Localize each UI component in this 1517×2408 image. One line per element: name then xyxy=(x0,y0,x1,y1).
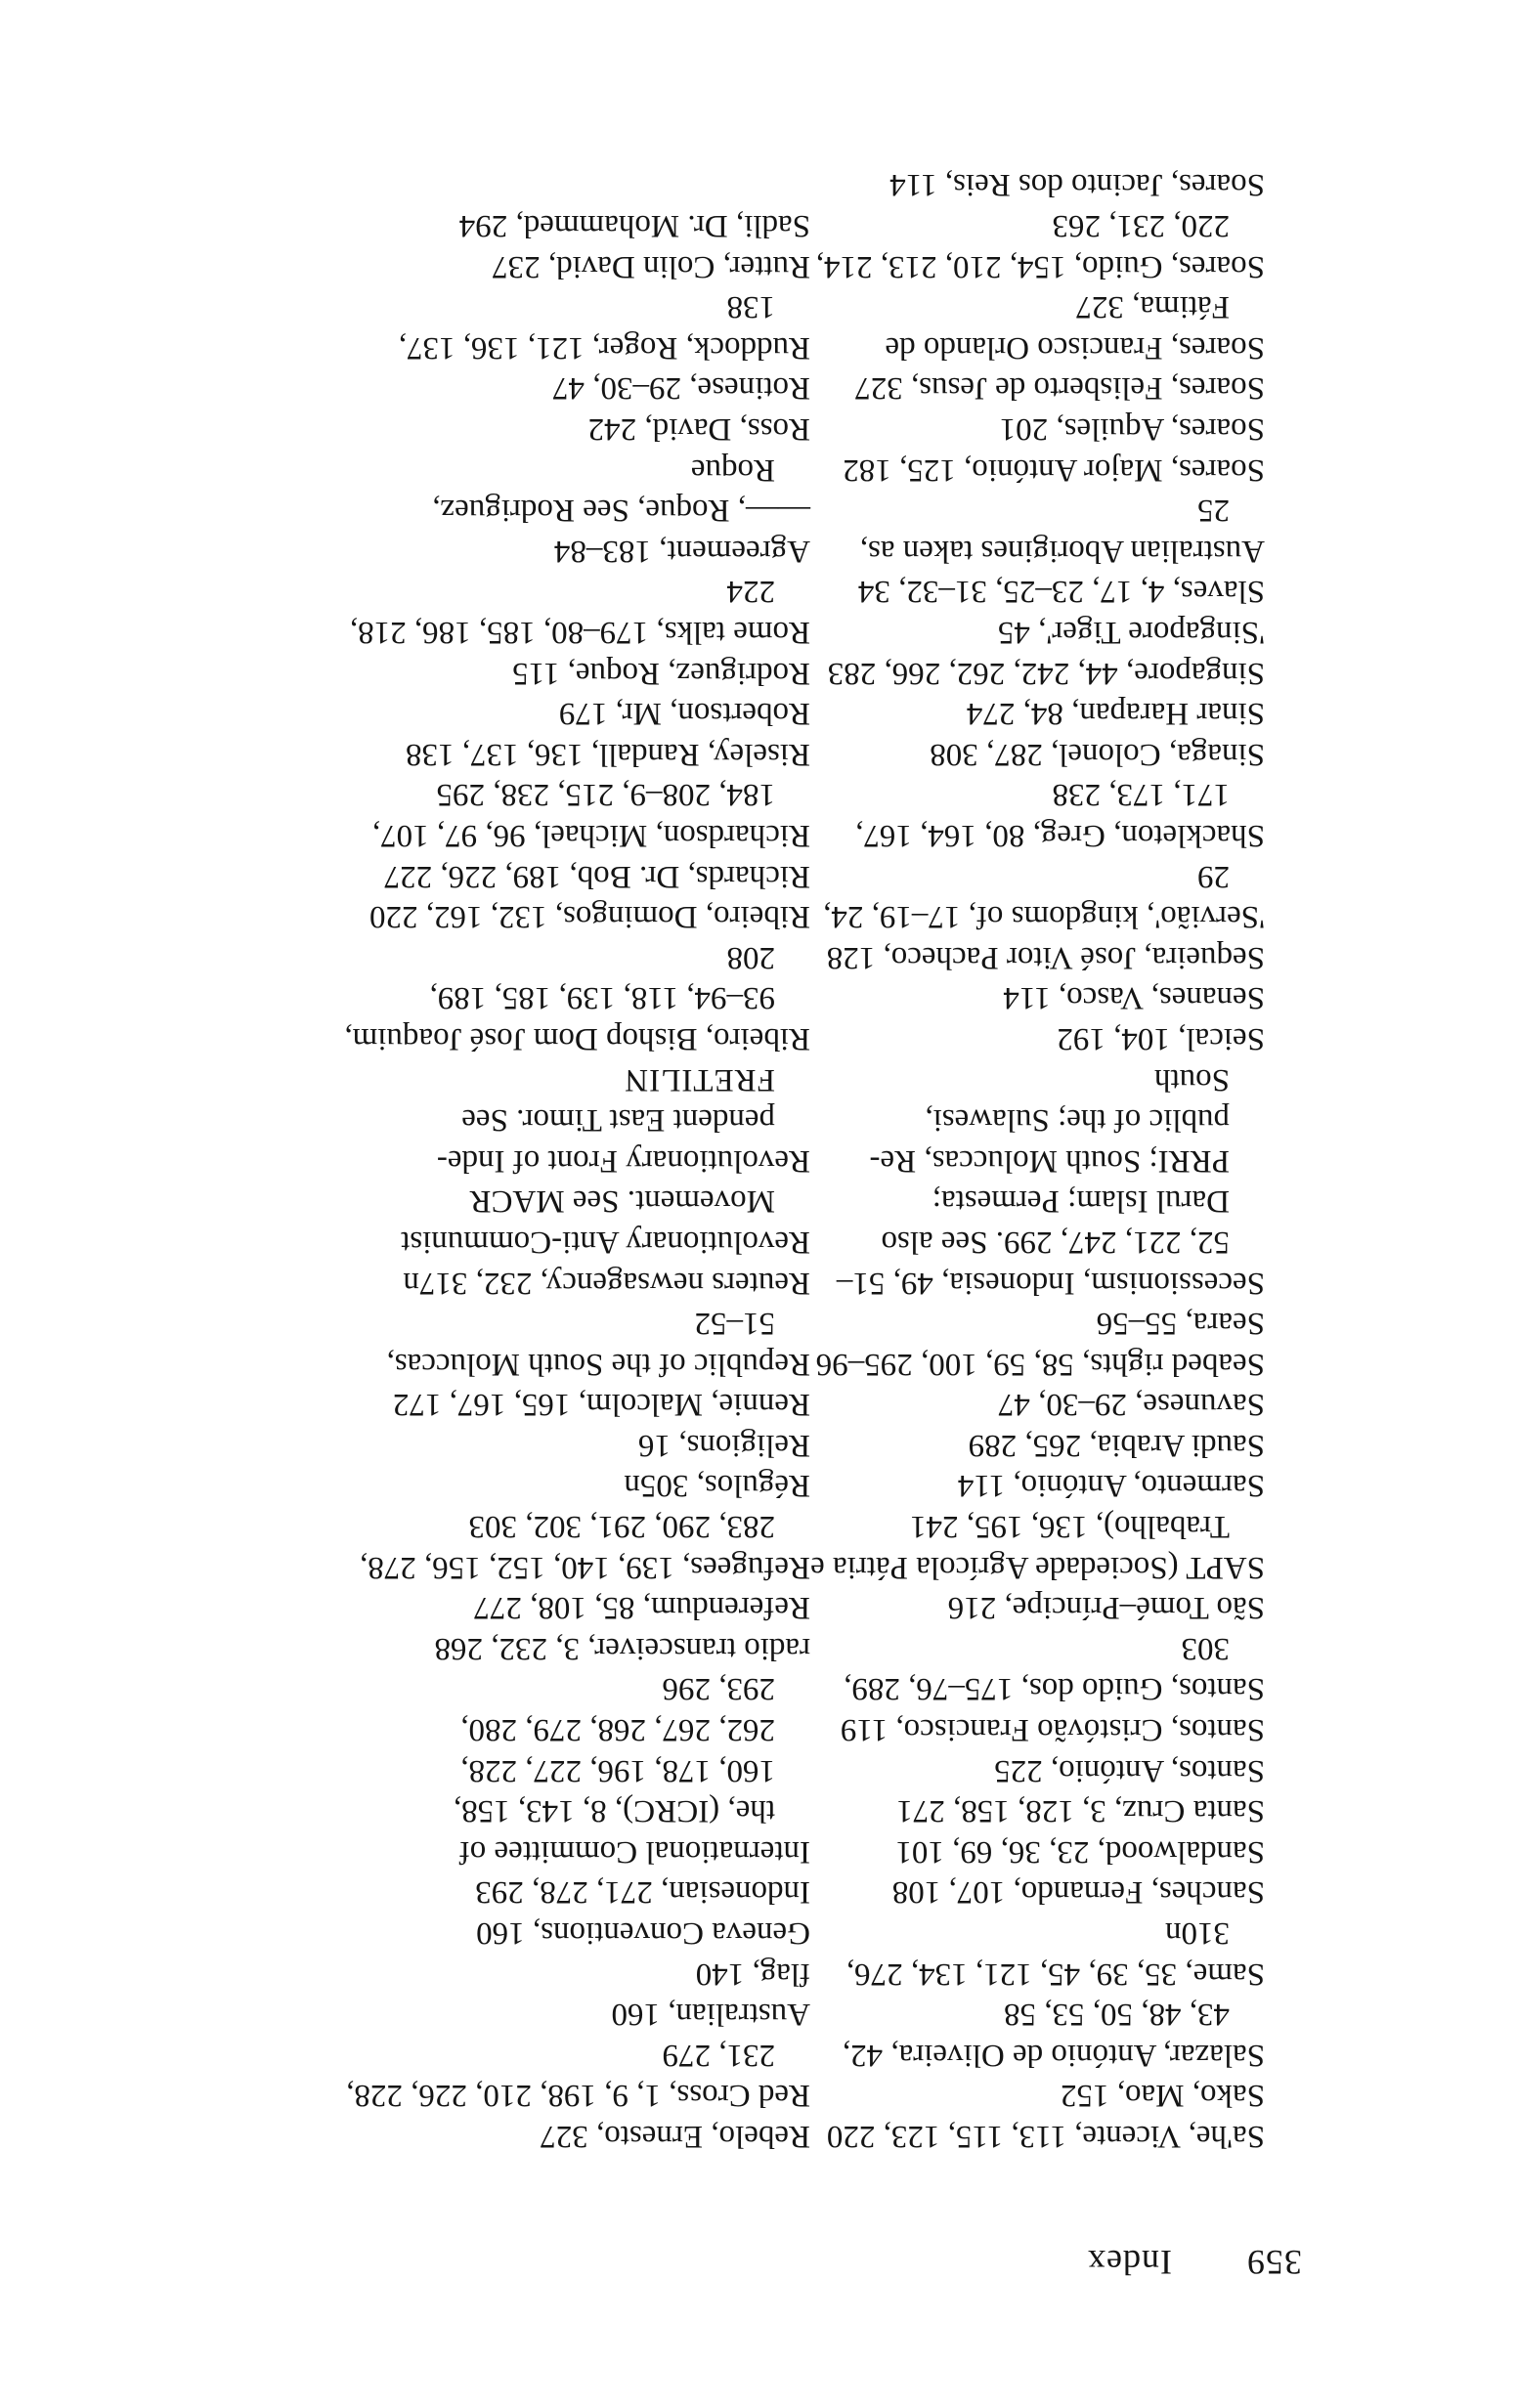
index-entry: Australian Aborigines taken as, xyxy=(859,533,1265,569)
index-entry: Rebelo, Ernesto, 327 xyxy=(540,2119,810,2154)
index-entry: Agreement, 183–84 xyxy=(553,533,810,569)
index-entry: Referendum, 85, 108, 277 xyxy=(473,1590,810,1626)
index-entry: Reuters newsagency, 232, 317n xyxy=(403,1265,810,1301)
index-entry: Rotinese, 29–30, 47 xyxy=(552,370,810,407)
index-entry: PRRI; South Moluccas, Re- xyxy=(869,1142,1230,1179)
index-entry: 220, 231, 263 xyxy=(1052,208,1230,244)
running-header xyxy=(256,2238,1302,2287)
index-entry: São Tomé–Príncipe, 216 xyxy=(947,1590,1265,1626)
index-entry: Robertson, Mr, 179 xyxy=(558,696,810,732)
index-entry: Ribeiro, Domingos, 132, 162, 220 xyxy=(369,899,810,935)
index-entry: Ross, David, 242 xyxy=(587,411,810,448)
index-entry: Soares, Jacinto dos Reis, 114 xyxy=(889,167,1265,203)
page-number: 359 xyxy=(1246,2243,1302,2282)
index-entry: Secessionism, Indonesia, 49, 51– xyxy=(836,1265,1265,1301)
index-entry: Sanches, Fernando, 107, 108 xyxy=(891,1874,1265,1911)
index-entry: 171, 173, 238 xyxy=(1052,777,1230,813)
index-entry: 208 xyxy=(726,939,775,975)
index-entry: Richardson, Michael, 96, 97, 107, xyxy=(371,818,810,853)
index-entry: Rennie, Malcolm, 165, 167, 172 xyxy=(392,1387,810,1423)
index-entry: 29 xyxy=(1197,858,1230,894)
index-entry: Ruddock, Roger, 121, 136, 137, xyxy=(398,329,810,366)
running-title: Index xyxy=(1087,2243,1172,2282)
index-entry: Soares, Felisberto de Jesus, 327 xyxy=(854,370,1265,407)
index-entry: 138 xyxy=(726,289,775,325)
index-entry: Soares, Major António, 125, 182 xyxy=(843,452,1265,488)
index-entry: Shackleton, Greg, 80, 164, 167, xyxy=(855,818,1265,853)
index-entry: Santa Cruz, 3, 128, 158, 271 xyxy=(896,1793,1265,1829)
index-entry: flag, 140 xyxy=(695,1956,810,1992)
index-entry: Rome talks, 179–80, 185, 186, 218, xyxy=(349,615,810,651)
index-entry: SAPT (Sociedade Agrícola Pátria e xyxy=(810,1549,1265,1585)
index-entry: 293, 296 xyxy=(662,1671,775,1707)
index-entry: Saudi Arabia, 265, 289 xyxy=(968,1427,1265,1463)
index-entry: Soares, Francisco Orlando de xyxy=(885,329,1265,366)
index-entry: Sa'he, Vicente, 113, 115, 123, 220 xyxy=(826,2119,1265,2154)
index-entry: Trabalho), 136, 195, 241 xyxy=(910,1509,1230,1545)
index-entry: Revolutionary Anti-Communist xyxy=(401,1224,810,1260)
index-entry: Revolutionary Front of Inde- xyxy=(436,1142,810,1179)
index-entry: Savunese, 29–30, 47 xyxy=(997,1387,1265,1423)
index-entry: radio transceiver, 3, 232, 268 xyxy=(434,1630,810,1666)
index-entry: Sinar Harapan, 84, 274 xyxy=(966,696,1265,732)
index-entry: Senanes, Vasco, 114 xyxy=(1003,980,1265,1016)
index-entry: 310n xyxy=(1165,1915,1230,1952)
index-entry: Geneva Conventions, 160 xyxy=(476,1915,810,1952)
index-entry: Santos, Cristóvão Francisco, 119 xyxy=(840,1712,1265,1748)
index-entry: Religions, 16 xyxy=(637,1427,810,1463)
index-entry: 303 xyxy=(1181,1630,1230,1666)
index-entry: Fátima, 327 xyxy=(1075,289,1230,325)
index-entry: Sequeira, José Vitor Pacheco, 128 xyxy=(826,939,1265,975)
index-entry: pendent East Timor. See xyxy=(461,1102,775,1139)
index-entry: FRETILIN xyxy=(624,1061,775,1097)
index-entry: 'Servião', kingdoms of, 17–19, 24, xyxy=(823,899,1265,935)
index-entry: Riseley, Randall, 136, 137, 138 xyxy=(406,736,810,772)
index-entry: Seical, 104, 192 xyxy=(1057,1020,1265,1056)
index-entry: Rutter, Colin David, 237 xyxy=(492,248,810,284)
index-entry: 224 xyxy=(726,574,775,610)
index-entry: 262, 267, 268, 279, 280, xyxy=(460,1712,775,1748)
index-entry: Australian, 160 xyxy=(611,1997,810,2033)
index-entry: Soares, Guido, 154, 210, 213, 214, xyxy=(815,248,1265,284)
index-entry: Slaves, 4, 17, 23–25, 31–32, 34 xyxy=(857,574,1265,610)
index-entry: South xyxy=(1153,1061,1230,1097)
index-entry: Sandalwood, 23, 36, 69, 101 xyxy=(895,1833,1265,1870)
index-entry: 'Singapore Tiger', 45 xyxy=(997,615,1265,651)
index-entry: Seara, 55–56 xyxy=(1096,1306,1265,1342)
index-entry: ——, Roque, See Rodriguez, xyxy=(432,493,810,529)
index-column-right xyxy=(263,205,810,2157)
index-entry: Refugees, 139, 140, 152, 156, 278, xyxy=(359,1549,810,1585)
index-entry: Sako, Mao, 152 xyxy=(1061,2078,1265,2114)
index-entry: Rodriguez, Roque, 115 xyxy=(512,655,810,691)
index-entry: Santos, António, 225 xyxy=(994,1752,1265,1788)
index-entry: Santos, Guido dos, 175–76, 289, xyxy=(844,1671,1265,1707)
index-entry: Sarmento, António, 114 xyxy=(957,1468,1265,1504)
index-entry: Seabed rights, 58, 59, 100, 295–96 xyxy=(815,1346,1265,1382)
index-entry: Soares, Aquiles, 201 xyxy=(999,411,1265,448)
index-entry: Red Cross, 1, 9, 198, 210, 226, 228, xyxy=(346,2078,810,2114)
index-entry: Salazar, António de Oliveira, 42, xyxy=(842,2037,1265,2073)
index-entry: Darul Islam; Permesta; xyxy=(932,1183,1230,1220)
index-entry: Roque xyxy=(690,452,775,488)
index-entry: International Committee of xyxy=(458,1833,810,1870)
index-entry: 160, 178, 196, 227, 228, xyxy=(460,1752,775,1788)
index-entry: Indonesian, 271, 278, 293 xyxy=(475,1874,810,1911)
index-entry: public of the; Sulawesi, xyxy=(925,1102,1230,1139)
index-entry: Sinaga, Colonel, 287, 308 xyxy=(930,736,1265,772)
index-entry: the, (ICRC), 8, 143, 158, xyxy=(453,1793,775,1829)
index-entry: Sadli, Dr. Mohammed, 294 xyxy=(458,208,810,244)
index-entry: 231, 279 xyxy=(662,2037,775,2073)
index-entry: Movement. See MACR xyxy=(469,1183,775,1220)
index-entry: 283, 290, 291, 302, 303 xyxy=(468,1509,775,1545)
index-entry: Régulos, 305n xyxy=(624,1468,810,1504)
index-entry: Ribeiro, Bishop Dom José Joaquim, xyxy=(344,1020,810,1056)
index-entry: 25 xyxy=(1197,493,1230,529)
index-entry: 43, 48, 50, 53, 58 xyxy=(1004,1997,1230,2033)
index-entry: Republic of the South Moluccas, xyxy=(386,1346,810,1382)
index-entry: 184, 208–9, 215, 238, 295 xyxy=(436,777,775,813)
index-entry: 93–94, 118, 139, 185, 189, xyxy=(429,980,775,1016)
index-entry: Same, 35, 39, 45, 121, 134, 276, xyxy=(845,1956,1265,1992)
index-entry: Richards, Dr. Bob, 189, 226, 227 xyxy=(383,858,810,894)
index-entry: 51–52 xyxy=(694,1306,775,1342)
index-entry: Singapore, 44, 242, 262, 266, 283 xyxy=(827,655,1265,691)
index-entry: 52, 221, 247, 299. See also xyxy=(881,1224,1230,1260)
